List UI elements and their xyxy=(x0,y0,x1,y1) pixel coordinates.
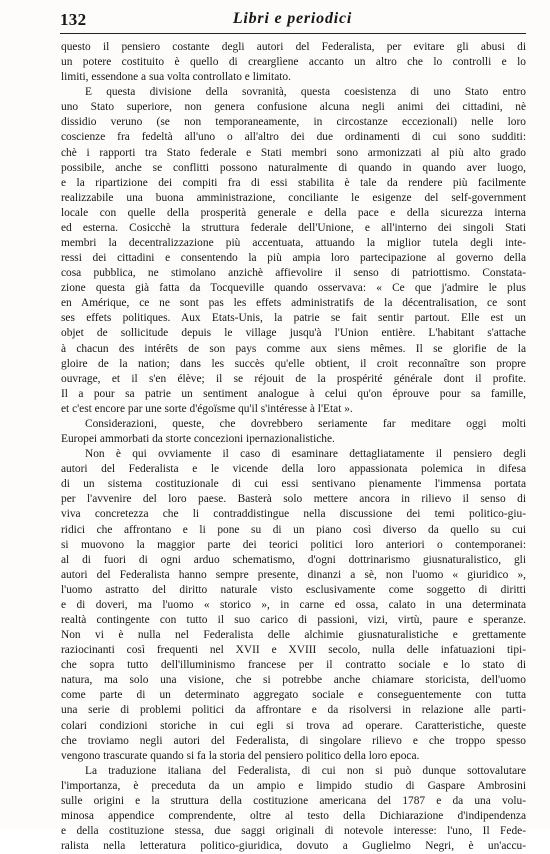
text-line: e la ripartizione dei compiti fra di essi stabilita è tale da rendere più facilmente xyxy=(61,176,526,189)
page-header xyxy=(60,10,525,34)
text-line: ses effets politiques. Aux Etats-Unis, la patrie se fait sentir partout. Elle est un xyxy=(61,312,526,325)
text-line: membri la decentralizzazione più accentuata, attuando la miglior tutela degli inte- xyxy=(61,237,526,250)
text-line: autori del Federalista e le vicende della loro appassionata polemica in difesa xyxy=(61,463,526,476)
text-line: una serie di problemi politici da affrontare e da risolversi in relazione alle parti- xyxy=(61,704,526,717)
text-line: sulle origini e la struttura della costituzione americana del 1787 e da una volu- xyxy=(61,794,526,807)
text-line: gloire de la nation; dans les succès qu'elle obtient, il croit reconnaître son propre xyxy=(61,357,526,370)
text-line: per l'avvenire del loro paese. Basterà solo mettere ancora in rilievo il senso di xyxy=(61,493,526,506)
text-line: Europei ammorbati da storte concezioni ipernazionalistiche. xyxy=(61,433,335,446)
text-line: à chacun des intérêts de son pays comme aux siens mêmes. Il se glorifie de la xyxy=(61,342,526,355)
text-line: limiti, essendone a sua volta controllato e limitato. xyxy=(61,71,291,84)
page-number: 132 xyxy=(60,10,87,29)
text-line: autori del Federalista hanno sempre presente, dinanzi a sè, non l'uomo « giuridico », xyxy=(61,568,526,581)
text-line: cosa pubblica, ne stimolano anzichè affievolire il senso di patriottismo. Constata- xyxy=(61,267,526,280)
text-line: l'uomo astratto del diritto naturale visto esclusivamente come soggetto di diritti xyxy=(61,583,526,596)
text-line: viva concretezza che li contraddistingue nella discussione dei temi politico-giu- xyxy=(61,508,526,521)
text-line: di un sistema costituzionale di cui essi sentivano pienamente l'immensa portata xyxy=(61,478,526,491)
text-line: Non vi è nulla nel Federalista delle alchimie giusnaturalistiche e grettamente xyxy=(61,629,526,642)
text-line: minosa appendice comprendente, oltre al testo della Dichiarazione d'indipendenza xyxy=(61,809,526,822)
running-title: Libri e periodici xyxy=(232,10,353,27)
text-line: en Amérique, ce ne sont pas les effets administratifs de la décentralisation, ce sont xyxy=(61,297,526,310)
text-line: raziocinanti così frequenti nel XVII e XVIII secolo, nulla delle infatuazioni tipi- xyxy=(61,644,526,657)
text-line: possibile, anche se conflitti possono naturalmente di quando in quando aver luogo, xyxy=(61,161,526,174)
text-line: che troviamo negli autori del Federalista, di singolare rilievo e che troppo spesso xyxy=(61,734,526,747)
text-line: Il a pour sa patrie un sentiment analogue à celui qu'on éprouve pour sa famille, xyxy=(61,387,526,400)
text-line: vengono trascurate quando si fa la storia del pensiero politico della loro epoca. xyxy=(61,749,420,762)
text-line: dissidio veruno (se non temporaneamente, in circostanze eccezionali) nelle loro xyxy=(61,116,526,129)
text-line: si muovono la maggior parte dei teorici politici loro anteriori o contemporanei: xyxy=(61,538,526,551)
text-line: un potere costituito è quello di crearglìene accanto un altro che lo controlli e lo xyxy=(61,56,526,69)
text-line: uno Stato superiore, non genera confusione alcuna negli animi dei cittadini, nè xyxy=(61,101,526,114)
text-line: realtà contingente con tutto il suo carico di passioni, vizi, virtù, paure e speranze. xyxy=(61,613,526,626)
text-line: Non è qui ovviamente il caso di esaminare dettagliatamente il pensiero degli xyxy=(85,448,526,461)
text-line: ridici che affrontano e li pone su di un piano così diverso da quello su cui xyxy=(61,523,526,536)
text-line: ressi dei cittadini e consentendo la più ampia loro partecipazione al governo della xyxy=(61,252,526,265)
text-line: colari condizioni storiche in cui egli si trova ad operare. Caratteristiche, queste xyxy=(61,719,526,732)
text-line: ralista nella letteratura politico-giuridica, dovuto a Guglielmo Negri, è un'accu- xyxy=(61,840,526,853)
text-line: ed esterna. Cosicchè la struttura federale dell'Unione, e all'interno dei singoli Stati xyxy=(61,221,526,234)
text-line: natura, ma solo una visione, che si potrebbe anche chiamare storicista, dell'uomo xyxy=(61,674,526,687)
text-line: e della costituzione stessa, due saggi originali di notevole interesse: l'uno, Il Fede- xyxy=(61,825,526,838)
text-line: al di fuori di ogni arduo schematismo, d'ogni dottrinarismo giusnaturalistico, gli xyxy=(61,553,526,566)
text-line: come parte di un determinato aggregato sociale e conseguentemente con tutta xyxy=(61,689,526,702)
text-line: realizzabile una buona amministrazione, conciliante le esigenze del self-government xyxy=(61,191,526,204)
text-line: zione questa già fatta da Tocqueville quando osservava: « Ce que j'admire le plus xyxy=(61,282,526,295)
text-line: Considerazioni, queste, che dovrebbero seriamente far meditare oggi molti xyxy=(85,417,526,430)
text-line: che sopra tutto dell'illuminismo francese per il contratto sociale e lo stato di xyxy=(61,659,526,672)
text-line: chè i rapporti tra Stato federale e Stati membri sono armonizzati al più alto grado xyxy=(61,146,526,159)
text-line: questo il pensiero costante degli autori del Federalista, per evitare gli abusi di xyxy=(61,41,526,53)
body-text xyxy=(61,40,526,854)
text-line: coscienze fra fedeltà all'uno o all'altro dei due ordinamenti di cui sono sudditi: xyxy=(61,131,526,144)
text-line: e di doveri, ma l'uomo « storico », in carne ed ossa, calato in una determinata xyxy=(61,598,526,611)
text-line: E questa divisione della sovranità, questa coesistenza di uno Stato entro xyxy=(85,86,526,99)
text-line: l'importanza, è preceduta da un ampio e limpido studio di Gaspare Ambrosini xyxy=(61,779,526,792)
text-line: La traduzione italiana del Federalista, di cui non si può dunque sottovalutare xyxy=(85,764,526,777)
text-line: et c'est encore par une sorte d'égoïsme qu'il s'intéresse à l'Etat ». xyxy=(61,402,353,415)
text-line: objet de sollicitude depuis le village jusqu'à l'Union entière. L'habitant s'attache xyxy=(61,327,526,340)
header-rule xyxy=(60,33,526,34)
text-line: ouvrage, et il s'en élève; il se réjouit de la prospérité générale dont il profite. xyxy=(61,372,526,385)
text-line: locale con quelle della prosperità generale e della pace e della sicurezza interna xyxy=(61,206,526,219)
